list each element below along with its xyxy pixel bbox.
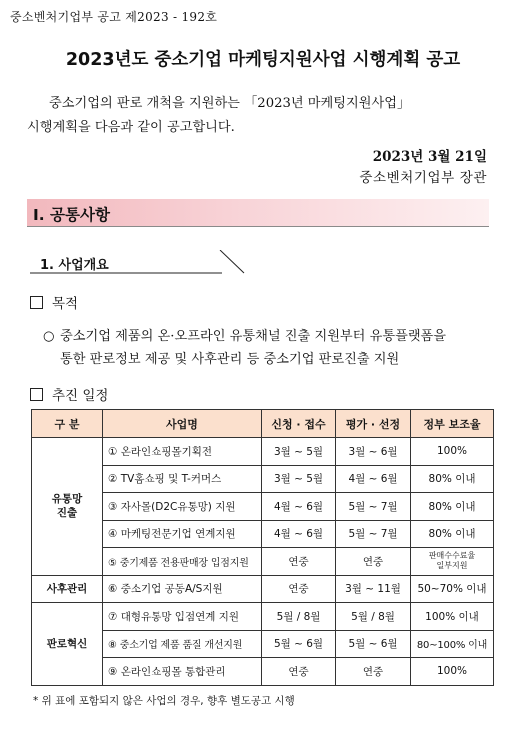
column-header: 정부 보조율: [411, 410, 494, 438]
eval-period: 연중: [336, 548, 411, 576]
purpose-heading-label: 목적: [52, 296, 79, 312]
eval-period: 4월 ~ 6월: [336, 465, 411, 493]
footnote: * 위 표에 포함되지 않은 사업의 경우, 향후 별도공고 시행: [33, 695, 295, 707]
subsidy-rate: 100% 이내: [411, 603, 494, 631]
column-header: 사업명: [103, 410, 262, 438]
program-name: ⑥ 중소기업 공동A/S지원: [103, 575, 262, 603]
purpose-line-1: 중소기업 제품의 온·오프라인 유통채널 진출 지원부터 유통플랫폼을: [60, 329, 447, 344]
intro-paragraph: [27, 92, 497, 140]
subsidy-rate: 100%: [411, 438, 494, 466]
apply-period: 3월 ~ 5월: [262, 465, 336, 493]
checkbox-square-icon: [30, 296, 43, 309]
eval-period: 5월 ~ 7월: [336, 520, 411, 548]
subsidy-rate: 80% 이내: [411, 465, 494, 493]
subsidy-rate: 80% 이내: [411, 493, 494, 521]
bullet-circle-icon: ○: [43, 329, 55, 344]
table-row: [32, 575, 494, 603]
program-name: ⑦ 대형유통망 입점연계 지원: [103, 603, 262, 631]
category-cell: 사후관리: [32, 575, 103, 603]
announcement-date: 2023년 3월 21일: [372, 149, 487, 165]
program-name: ① 온라인쇼핑몰기획전: [103, 438, 262, 466]
column-header: 평가 · 선정: [336, 410, 411, 438]
apply-period: 4월 ~ 6월: [262, 493, 336, 521]
table-header-row: [32, 410, 494, 438]
apply-period: 5월 / 8월: [262, 603, 336, 631]
purpose-line-2: 통한 판로정보 제공 및 사후관리 등 중소기업 판로진출 지원: [60, 352, 400, 367]
table-row: [32, 438, 494, 466]
eval-period: 5월 ~ 6월: [336, 630, 411, 658]
apply-period: 4월 ~ 6월: [262, 520, 336, 548]
program-name: ⑤ 중기제품 전용판매장 입점지원: [103, 548, 262, 576]
document-number: 중소벤처기업부 공고 제2023 - 192호: [10, 10, 218, 24]
apply-period: 5월 ~ 6월: [262, 630, 336, 658]
category-cell: 유통망 진출: [32, 438, 103, 576]
purpose-bullet: [43, 325, 503, 371]
subsidy-rate: 80% 이내: [411, 520, 494, 548]
section-title: Ⅰ. 공통사항: [33, 206, 110, 224]
eval-period: 3월 ~ 11월: [336, 575, 411, 603]
eval-period: 3월 ~ 6월: [336, 438, 411, 466]
subsection-header: [30, 250, 245, 274]
table-row: [32, 603, 494, 631]
intro-line-2: 시행계획을 다음과 같이 공고합니다.: [27, 120, 235, 135]
schedule-heading-label: 추진 일정: [52, 388, 109, 404]
purpose-heading: [30, 292, 78, 312]
category-cell: 판로혁신: [32, 603, 103, 686]
subsidy-rate: 50~70% 이내: [411, 575, 494, 603]
column-header: 신청 · 접수: [262, 410, 336, 438]
apply-period: 연중: [262, 658, 336, 686]
apply-period: 연중: [262, 575, 336, 603]
apply-period: 3월 ~ 5월: [262, 438, 336, 466]
apply-period: 연중: [262, 548, 336, 576]
program-name: ③ 자사몰(D2C유통망) 지원: [103, 493, 262, 521]
column-header: 구 분: [32, 410, 103, 438]
subsidy-rate: 80~100% 이내: [411, 630, 494, 658]
program-name: ② TV홈쇼핑 및 T-커머스: [103, 465, 262, 493]
page-title: 2023년도 중소기업 마케팅지원사업 시행계획 공고: [65, 50, 461, 70]
subsidy-rate: 판매수수료율 일부지원: [411, 548, 494, 576]
subsection-title: 1. 사업개요: [40, 258, 109, 273]
eval-period: 연중: [336, 658, 411, 686]
eval-period: 5월 / 8월: [336, 603, 411, 631]
intro-line-1: 중소기업의 판로 개척을 지원하는 「2023년 마케팅지원사업」: [49, 96, 411, 111]
eval-period: 5월 ~ 7월: [336, 493, 411, 521]
subsidy-rate: 100%: [411, 658, 494, 686]
program-name: ⑨ 온라인쇼핑몰 통합관리: [103, 658, 262, 686]
issuing-agency: 중소벤처기업부 장관: [359, 170, 487, 186]
schedule-heading: [30, 384, 108, 404]
checkbox-square-icon: [30, 388, 43, 401]
program-name: ⑧ 중소기업 제품 품질 개선지원: [103, 630, 262, 658]
schedule-table: [31, 409, 494, 686]
program-name: ④ 마케팅전문기업 연계지원: [103, 520, 262, 548]
